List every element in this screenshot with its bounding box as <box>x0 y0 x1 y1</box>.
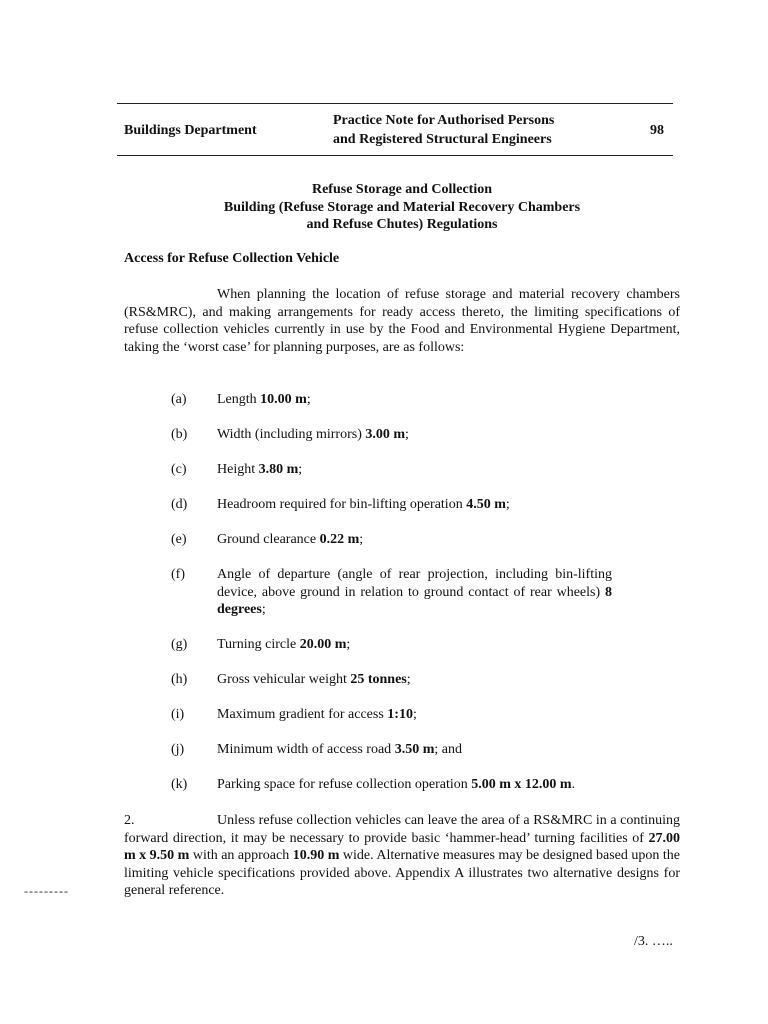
list-item-text: Headroom required for bin-lifting operation 4.50 m; <box>217 497 510 512</box>
continuation-footer: /3. ….. <box>634 934 673 949</box>
list-item-label: (d) <box>171 497 188 512</box>
list-item-text: Length 10.00 m; <box>217 392 311 407</box>
paragraph-number: 2. <box>124 813 135 828</box>
list-item-text: Height 3.80 m; <box>217 462 303 477</box>
header-department: Buildings Department <box>124 123 257 138</box>
title-line2: Building (Refuse Storage and Material Recovery Chambers <box>223 199 581 215</box>
header-practice-note-number: 98 <box>650 123 664 138</box>
list-item-text: Parking space for refuse collection operation 5.00 m x 12.00 m. <box>217 777 576 792</box>
paragraph-2: 2. Unless refuse collection vehicles can leave the area of a RS&MRC in a continuing forward direction, it may be necessary to provide basic ‘hammer-head’ turning facilities of 27.00 m x 9.50 m with an approach 10.90 m wide. Alternative measures may be designed based upon the limiting vehicle specifications provided above. Appendix A illustrates two alternative designs for general reference. <box>124 813 680 898</box>
header-top-rule <box>117 103 673 104</box>
list-item-text: Width (including mirrors) 3.00 m; <box>217 427 409 442</box>
header-title-line1: Practice Note for Authorised Persons <box>333 113 555 128</box>
header-title <box>333 111 554 149</box>
list-item-text: Ground clearance 0.22 m; <box>217 532 364 547</box>
list-item-text: Turning circle 20.00 m; <box>217 637 351 652</box>
list-item-label: (b) <box>171 427 188 442</box>
list-item-text: Minimum width of access road 3.50 m; and <box>217 742 462 757</box>
list-item-label: (k) <box>171 777 188 792</box>
list-item-text: Angle of departure (angle of rear projection, including bin-lifting device, above ground in relation to ground contact of rear wheels) 8 degrees; <box>217 567 612 617</box>
list-item-text: Maximum gradient for access 1:10; <box>217 707 417 722</box>
section-heading: Access for Refuse Collection Vehicle <box>124 251 340 266</box>
list-item-label: (g) <box>171 637 188 652</box>
title-line1: Refuse Storage and Collection <box>311 182 493 197</box>
list-item-label: (j) <box>171 742 185 757</box>
list-item-label: (e) <box>171 532 187 547</box>
title-line3: and Refuse Chutes) Regulations <box>306 217 498 232</box>
list-item-label: (f) <box>171 567 185 582</box>
document-title <box>124 181 680 234</box>
list-item-text: Gross vehicular weight 25 tonnes; <box>217 672 411 687</box>
margin-dashed-mark: --------- <box>24 884 69 898</box>
list-item-label: (i) <box>171 707 185 722</box>
header-bottom-rule <box>117 155 673 156</box>
intro-paragraph: When planning the location of refuse storage and material recovery chambers (RS&MRC), and making arrangements for ready access thereto, the limiting specifications of refuse collection vehicles currently in use by the Food and Environmental Hygiene Department, taking the ‘worst case’ for planning purposes, are as follows: <box>124 287 680 355</box>
header-title-line2: and Registered Structural Engineers <box>333 132 552 147</box>
list-item-label: (h) <box>171 672 188 687</box>
list-item-label: (c) <box>171 462 187 477</box>
list-item-label: (a) <box>171 392 187 407</box>
